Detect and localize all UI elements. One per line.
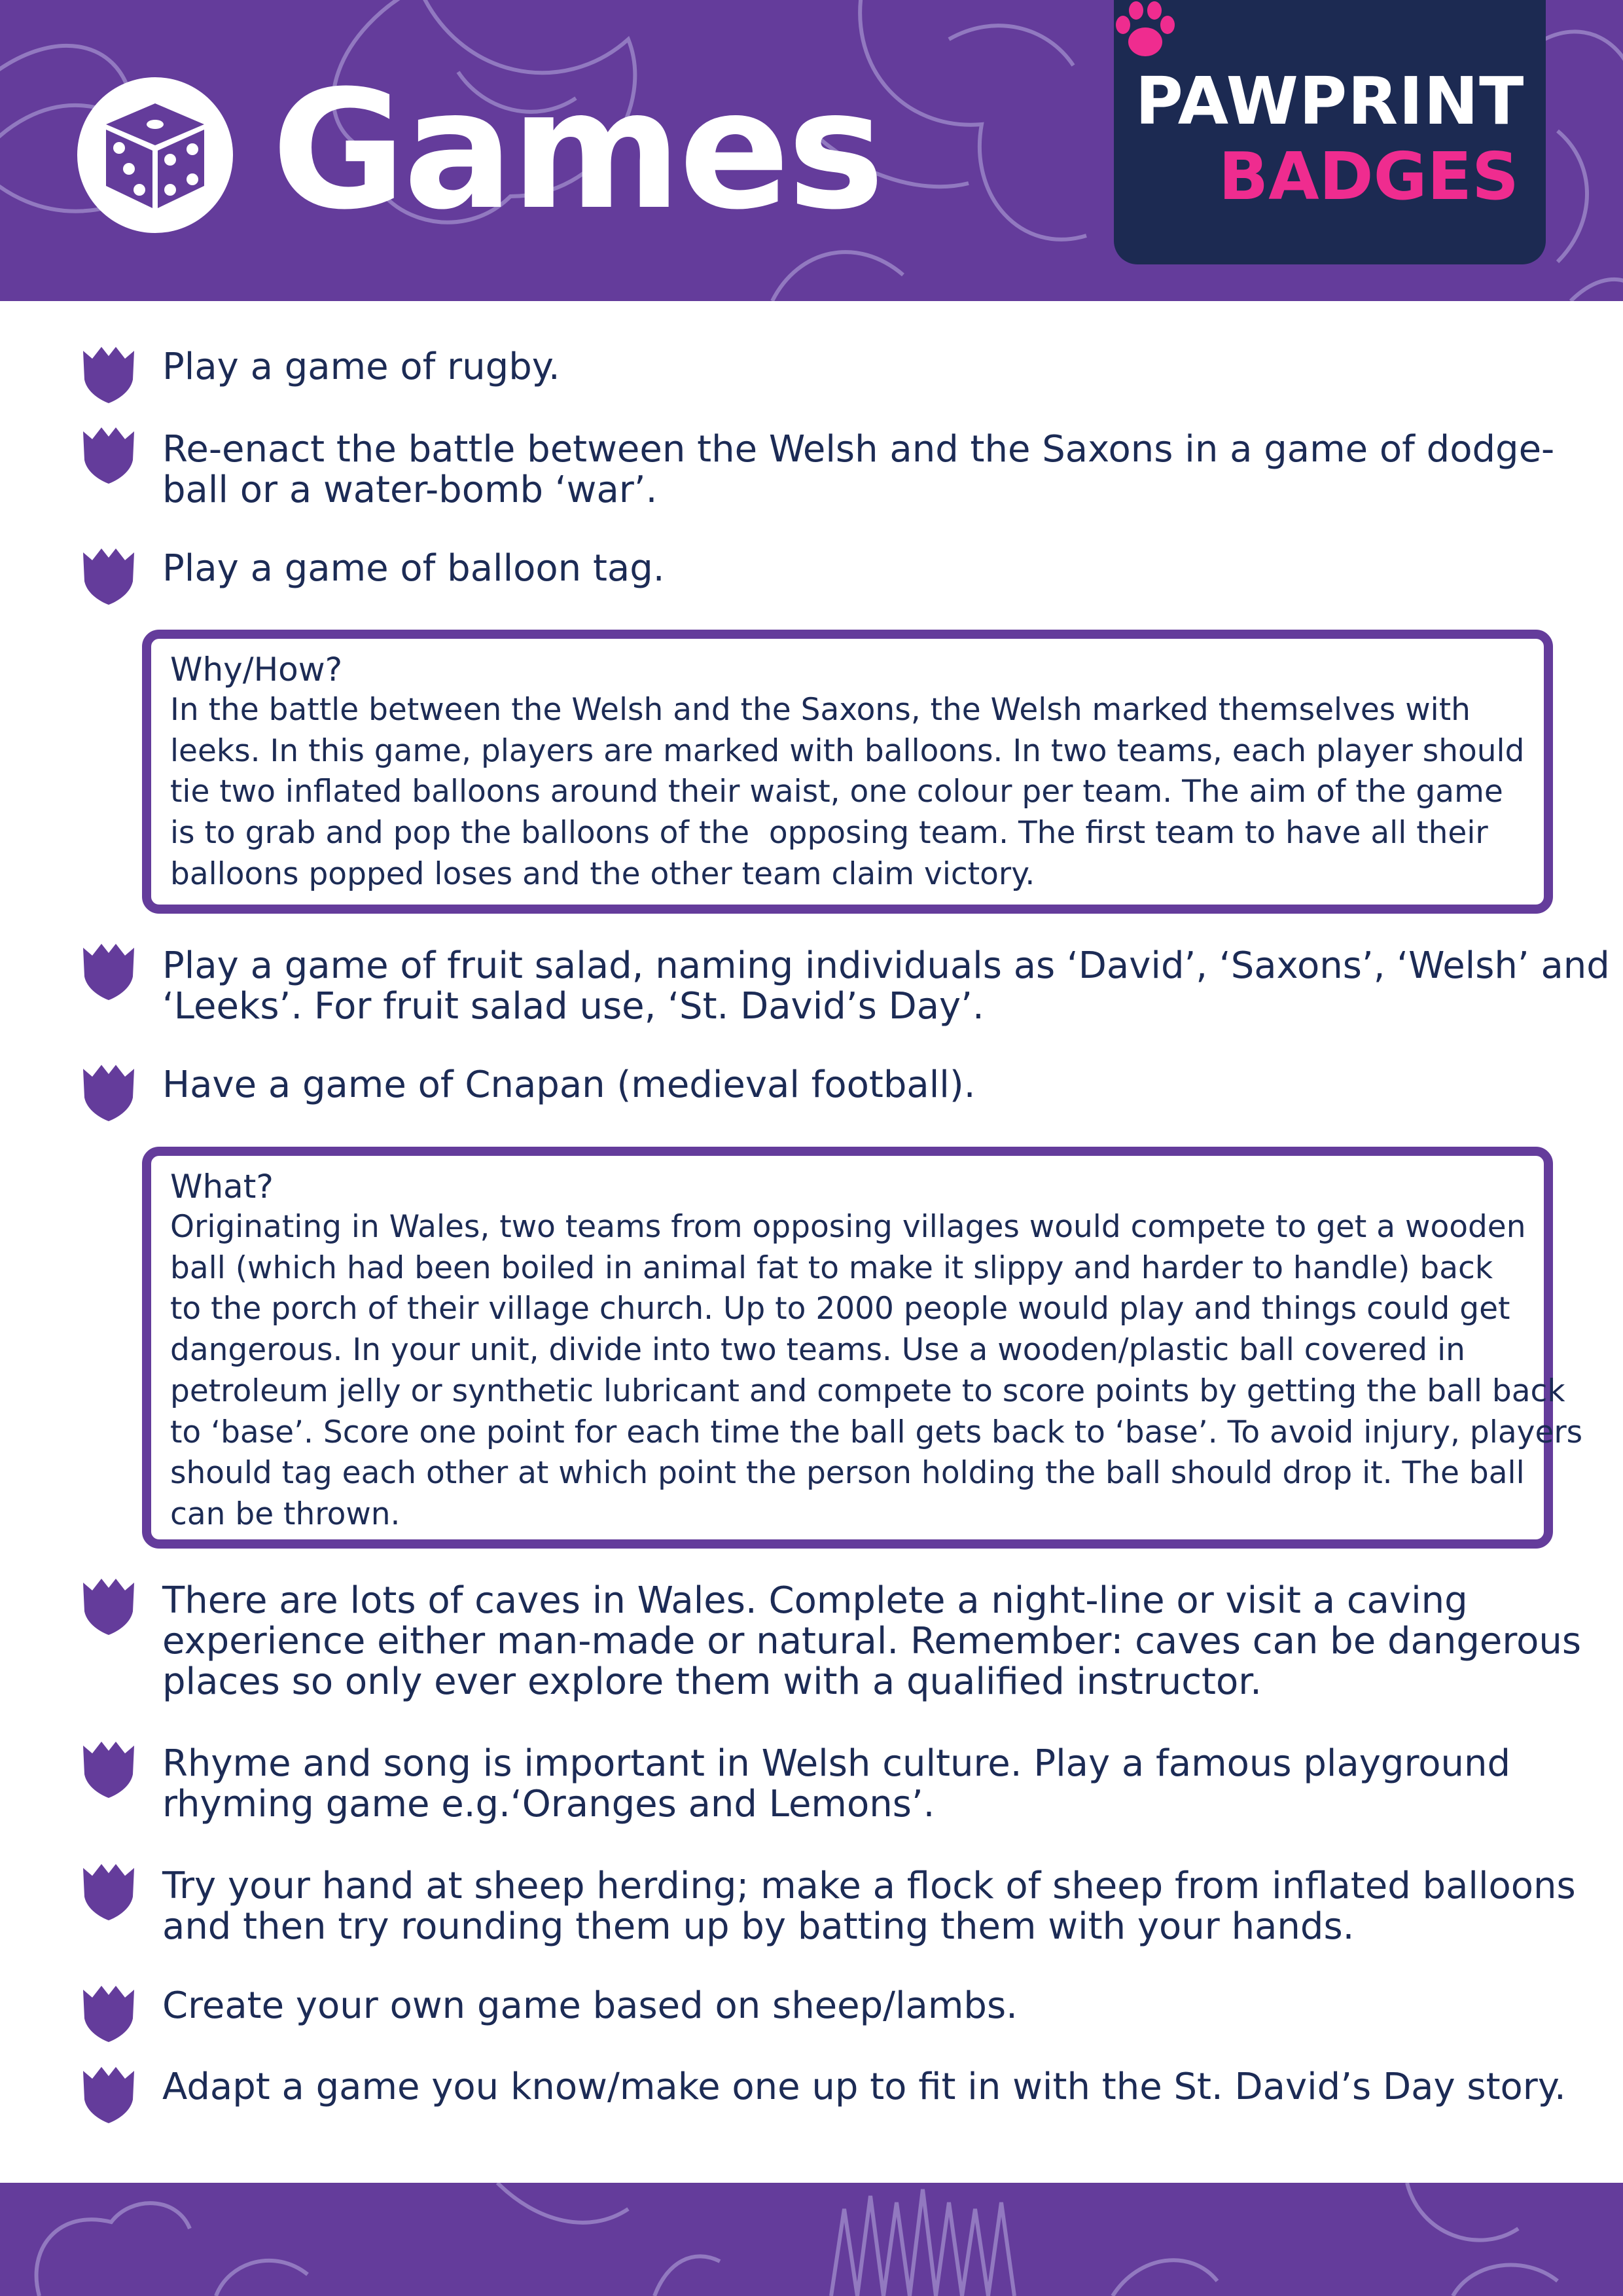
- activity-text: There are lots of caves in Wales. Complete a night-line or visit a caving experience either man-made or natural. Remember: caves can be dangerous places so only ever explore them with a qualified instructor.: [162, 1579, 1582, 1703]
- info-box-title: What?: [170, 1168, 274, 1206]
- shield-icon: [83, 1864, 134, 1920]
- info-box-what: [142, 1147, 1583, 1549]
- activity-text: Adapt a game you know/make one up to fit in with the St. David’s Day story.: [162, 2066, 1566, 2108]
- info-box-text: Originating in Wales, two teams from opposing villages would compete to get a wooden ball (which had been boiled in animal fat to make it slippy and harder to handle) back to the porch of their village church. Up to 2000 people would play and things could get dangerous. In your unit, divide into two teams. Use a wooden/plastic ball covered in petroleum jelly or synthetic lubricant and compete to score points by getting the ball back to ‘base’. Score one point for each time the ball gets back to ‘base’. To avoid injury, players should tag each other at which point the person holding the ball should drop it. The ball can be thrown.: [170, 1209, 1583, 1532]
- activity-text: Have a game of Cnapan (medieval football).: [162, 1064, 976, 1106]
- info-box-why-how: [142, 630, 1553, 914]
- activity-text: Play a game of rugby.: [162, 346, 560, 388]
- brand-logo: [1114, 0, 1546, 264]
- activity-text: Create your own game based on sheep/lambs.: [162, 1984, 1018, 2027]
- header-banner: [0, 0, 1623, 301]
- shield-icon: [83, 347, 134, 403]
- activity-text: Play a game of balloon tag.: [162, 547, 665, 590]
- page-title: Games: [272, 55, 882, 245]
- footer-banner: [0, 2183, 1623, 2296]
- floral-pattern: [0, 2183, 1623, 2296]
- info-box-title: Why/How?: [170, 651, 343, 689]
- dice-icon: [77, 77, 233, 233]
- brand-line-2: BADGES: [1219, 138, 1520, 215]
- shield-icon: [83, 1986, 134, 2042]
- activity-text: Play a game of fruit salad, naming individuals as ‘David’, ‘Saxons’, ‘Welsh’ and ‘Leeks’. For fruit salad use, ‘St. David’s Day’.: [162, 944, 1610, 1028]
- dice-badge: [77, 77, 233, 233]
- activity-text: Try your hand at sheep herding; make a flock of sheep from inflated balloons and then try rounding them up by batting them with your hands.: [162, 1865, 1576, 1948]
- info-box-text: In the battle between the Welsh and the Saxons, the Welsh marked themselves with leeks. In this game, players are marked with balloons. In two teams, each player should tie two inflated balloons around their waist, one colour per team. The aim of the game is to grab and pop the balloons of the opposing team. The first team to have all their balloons popped loses and the other team claim victory.: [170, 692, 1525, 892]
- shield-icon: [83, 944, 134, 1000]
- shield-icon: [83, 1579, 134, 1635]
- shield-icon: [83, 2067, 134, 2123]
- shield-icon: [83, 1742, 134, 1798]
- paw-icon: [1114, 0, 1176, 62]
- activity-text: Re-enact the battle between the Welsh and the Saxons in a game of dodge- ball or a water-bomb ‘war’.: [162, 428, 1555, 511]
- shield-icon: [83, 427, 134, 484]
- activity-text: Rhyme and song is important in Welsh culture. Play a famous playground rhyming game e.g.‘Oranges and Lemons’.: [162, 1742, 1511, 1825]
- brand-line-1: PAWPRINT: [1135, 63, 1525, 139]
- shield-icon: [83, 1065, 134, 1121]
- shield-icon: [83, 548, 134, 605]
